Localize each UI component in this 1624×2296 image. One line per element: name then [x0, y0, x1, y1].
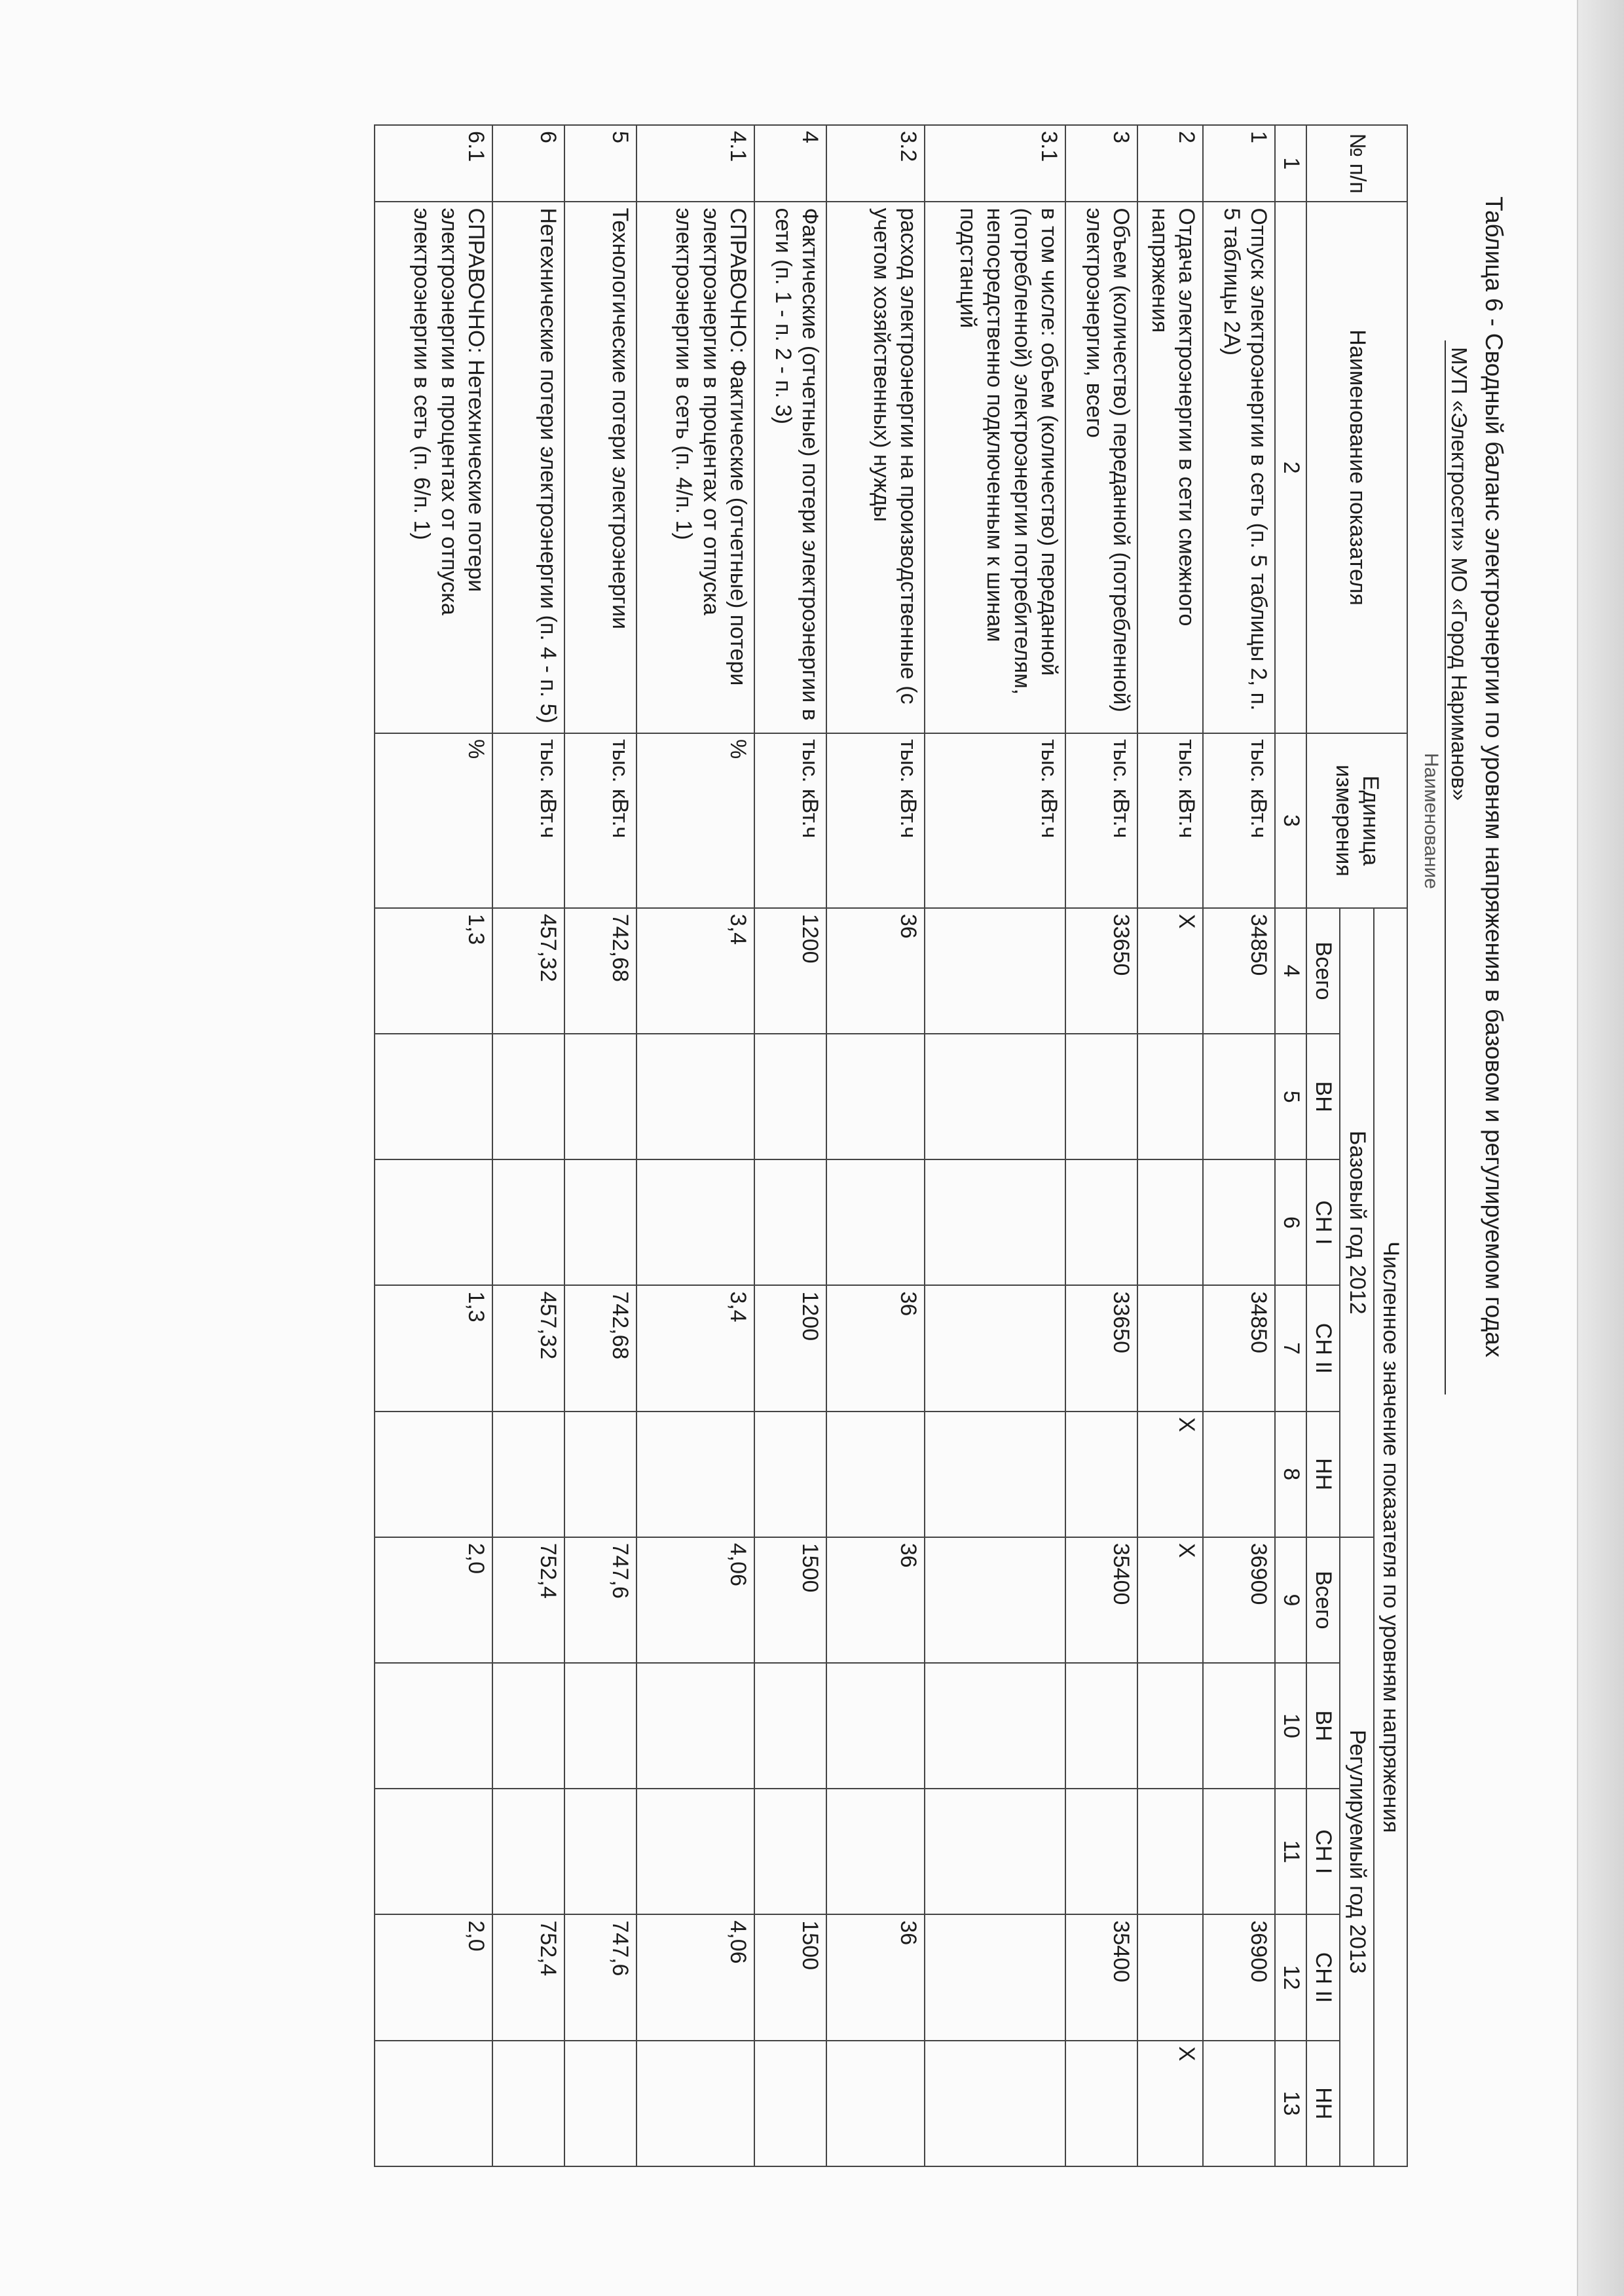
row-value: 2,0: [375, 1914, 492, 2040]
column-number: 8: [1275, 1412, 1306, 1537]
table-row: [564, 125, 637, 2166]
row-value: 36: [826, 1537, 925, 1663]
row-number: 5: [564, 125, 637, 202]
table-row: [1203, 125, 1275, 2166]
row-value: 1500: [754, 1914, 826, 2040]
row-value: [564, 1663, 637, 1789]
row-unit: %: [637, 733, 754, 908]
row-value: 742,68: [564, 1285, 637, 1411]
row-value: 33650: [1065, 908, 1137, 1034]
row-value: 36900: [1203, 1537, 1275, 1663]
row-value: [925, 1537, 1065, 1663]
column-number: 4: [1275, 908, 1306, 1034]
row-value: 747,6: [564, 1914, 637, 2040]
row-name: СПРАВОЧНО: Нетехнические потери электроэнергии в процентах от отпуска электроэнергии в сеть (п. 6/п. 1): [375, 202, 492, 733]
header-base-year: Базовый год 2012: [1340, 908, 1373, 1537]
row-value: [1065, 1412, 1137, 1537]
column-number: 12: [1275, 1914, 1306, 2040]
row-value: [1203, 1663, 1275, 1789]
row-value: 36: [826, 1914, 925, 2040]
row-value: [826, 1789, 925, 1914]
header-level: ВН: [1306, 1663, 1340, 1789]
column-number: 13: [1275, 2041, 1306, 2166]
row-unit: тыс. кВт.ч: [925, 733, 1065, 908]
row-value: [1065, 1034, 1137, 1159]
row-unit: тыс. кВт.ч: [492, 733, 564, 908]
row-value: [564, 1034, 637, 1159]
row-name: Фактические (отчетные) потери электроэнергии в сети (п. 1 - п. 2 - п. 3): [754, 202, 826, 733]
row-value: [637, 1159, 754, 1285]
row-value: 36: [826, 908, 925, 1034]
row-unit: тыс. кВт.ч: [826, 733, 925, 908]
row-value: [637, 1789, 754, 1914]
row-unit: тыс. кВт.ч: [1137, 733, 1203, 908]
row-value: 752,4: [492, 1914, 564, 2040]
row-number: 4: [754, 125, 826, 202]
row-name: Нетехнические потери электроэнергии (п. 4 - п. 5): [492, 202, 564, 733]
column-number: 9: [1275, 1537, 1306, 1663]
row-name: в том числе: объем (количество) переданной (потребленной) электроэнергии потребителям, непосредственно подключенным к шинам подстанций: [925, 202, 1065, 733]
row-value: [492, 1034, 564, 1159]
header-values: Численное значение показателя по уровням напряжения: [1374, 908, 1407, 2166]
row-value: [925, 908, 1065, 1034]
header-unit: Единица измерения: [1306, 733, 1407, 908]
column-number: 5: [1275, 1034, 1306, 1159]
row-value: 3,4: [637, 1285, 754, 1411]
organization-name: МУП «Электросети» МО «Город Нариманов»: [1445, 340, 1472, 1394]
header-reg-year: Регулируемый год 2013: [1340, 1537, 1373, 2166]
row-value: Х: [1137, 908, 1203, 1034]
row-unit: тыс. кВт.ч: [1203, 733, 1275, 908]
header-level: СН I: [1306, 1159, 1340, 1285]
row-name: расход электроэнергии на производственные (с учетом хозяйственных) нужды: [826, 202, 925, 733]
header-num: № п/п: [1306, 125, 1407, 202]
table-row: [375, 125, 492, 2166]
row-value: [925, 1285, 1065, 1411]
row-value: [564, 1412, 637, 1537]
row-value: [564, 2041, 637, 2166]
row-unit: %: [375, 733, 492, 908]
row-value: 35400: [1065, 1914, 1137, 2040]
row-value: [637, 1034, 754, 1159]
row-name: Отдача электроэнергии в сети смежного напряжения: [1137, 202, 1203, 733]
row-unit: тыс. кВт.ч: [564, 733, 637, 908]
table-row: [1065, 125, 1137, 2166]
row-value: 4,06: [637, 1537, 754, 1663]
row-value: [925, 1663, 1065, 1789]
row-value: 1200: [754, 1285, 826, 1411]
row-value: 1,3: [375, 908, 492, 1034]
column-number: 1: [1275, 125, 1306, 202]
row-value: [492, 1159, 564, 1285]
row-number: 3: [1065, 125, 1137, 202]
header-level: НН: [1306, 2041, 1340, 2166]
row-value: [375, 2041, 492, 2166]
row-name: СПРАВОЧНО: Фактические (отчетные) потери электроэнергии в процентах от отпуска электроэнергии в сеть (п. 4/п. 1): [637, 202, 754, 733]
row-value: 1200: [754, 908, 826, 1034]
balance-table: [374, 124, 1408, 2167]
header-level: СН II: [1306, 1285, 1340, 1411]
row-value: [925, 1914, 1065, 2040]
row-value: [1065, 1789, 1137, 1914]
row-value: [1137, 1285, 1203, 1411]
column-number: 11: [1275, 1789, 1306, 1914]
row-value: [1065, 2041, 1137, 2166]
row-value: [637, 1663, 754, 1789]
row-value: [492, 2041, 564, 2166]
row-value: [925, 1034, 1065, 1159]
row-value: [754, 1789, 826, 1914]
row-value: [1065, 1663, 1137, 1789]
row-value: 457,32: [492, 908, 564, 1034]
header-name: Наименование показателя: [1306, 202, 1407, 733]
row-number: 6.1: [375, 125, 492, 202]
row-value: 1,3: [375, 1285, 492, 1411]
table-row: [826, 125, 925, 2166]
header-level: СН I: [1306, 1789, 1340, 1914]
row-value: Х: [1137, 2041, 1203, 2166]
column-number: 2: [1275, 202, 1306, 733]
row-value: [492, 1412, 564, 1537]
header-level: СН II: [1306, 1914, 1340, 2040]
row-value: [375, 1034, 492, 1159]
row-value: [1137, 1663, 1203, 1789]
row-value: [754, 2041, 826, 2166]
row-value: [375, 1159, 492, 1285]
row-name: Технологические потери электроэнергии: [564, 202, 637, 733]
row-value: 34850: [1203, 1285, 1275, 1411]
row-value: 747,6: [564, 1537, 637, 1663]
row-value: [1137, 1789, 1203, 1914]
row-value: [826, 1034, 925, 1159]
row-value: [754, 1412, 826, 1537]
row-value: [564, 1789, 637, 1914]
row-value: 752,4: [492, 1537, 564, 1663]
row-value: [826, 1159, 925, 1285]
row-value: [925, 1159, 1065, 1285]
row-number: 2: [1137, 125, 1203, 202]
column-number: 6: [1275, 1159, 1306, 1285]
row-value: [1137, 1159, 1203, 1285]
row-value: [375, 1412, 492, 1537]
table-row: [637, 125, 754, 2166]
row-number: 3.2: [826, 125, 925, 202]
table-row: [754, 125, 826, 2166]
row-value: 35400: [1065, 1537, 1137, 1663]
row-value: [1137, 1914, 1203, 2040]
column-number: 7: [1275, 1285, 1306, 1411]
row-value: [925, 1412, 1065, 1537]
header-level: НН: [1306, 1412, 1340, 1537]
row-value: [1203, 1789, 1275, 1914]
row-value: 3,4: [637, 908, 754, 1034]
row-value: [637, 1412, 754, 1537]
row-value: [1065, 1159, 1137, 1285]
row-value: [564, 1159, 637, 1285]
row-value: 742,68: [564, 908, 637, 1034]
row-value: [375, 1663, 492, 1789]
table-row: [492, 125, 564, 2166]
row-name: Объем (количество) переданной (потребленной) электроэнергии, всего: [1065, 202, 1137, 733]
row-value: [1137, 1034, 1203, 1159]
row-value: 36: [826, 1285, 925, 1411]
row-value: [925, 1789, 1065, 1914]
row-value: [826, 2041, 925, 2166]
row-value: [375, 1789, 492, 1914]
table-row: [925, 125, 1065, 2166]
row-value: [754, 1663, 826, 1789]
row-value: 34850: [1203, 908, 1275, 1034]
row-value: [492, 1663, 564, 1789]
row-value: Х: [1137, 1537, 1203, 1663]
row-value: 4,06: [637, 1914, 754, 2040]
table-body: [375, 125, 1275, 2166]
header-level: Всего: [1306, 1537, 1340, 1663]
table-row: [1137, 125, 1203, 2166]
row-unit: тыс. кВт.ч: [754, 733, 826, 908]
row-value: [492, 1789, 564, 1914]
organization-caption: Наименование: [1420, 753, 1442, 889]
row-number: 3.1: [925, 125, 1065, 202]
row-value: [826, 1412, 925, 1537]
row-value: [1203, 1034, 1275, 1159]
header-level: ВН: [1306, 1034, 1340, 1159]
row-value: [1203, 1412, 1275, 1537]
row-value: [1203, 2041, 1275, 2166]
row-value: [754, 1034, 826, 1159]
row-value: Х: [1137, 1412, 1203, 1537]
row-value: 36900: [1203, 1914, 1275, 2040]
row-value: 1500: [754, 1537, 826, 1663]
row-number: 6: [492, 125, 564, 202]
page-title: Таблица 6 - Сводный баланс электроэнергии по уровням напряжения в базовом и регулируемом годах: [1481, 196, 1507, 1358]
row-value: 457,32: [492, 1285, 564, 1411]
row-number: 4.1: [637, 125, 754, 202]
row-value: [754, 1159, 826, 1285]
row-value: 2,0: [375, 1537, 492, 1663]
row-value: 33650: [1065, 1285, 1137, 1411]
row-value: [925, 2041, 1065, 2166]
column-number: 3: [1275, 733, 1306, 908]
row-name: Отпуск электроэнергии в сеть (п. 5 таблицы 2, п. 5 таблицы 2А): [1203, 202, 1275, 733]
header-level: Всего: [1306, 908, 1340, 1034]
row-value: [826, 1663, 925, 1789]
row-value: [637, 2041, 754, 2166]
row-value: [1203, 1159, 1275, 1285]
column-number: 10: [1275, 1663, 1306, 1789]
row-number: 1: [1203, 125, 1275, 202]
row-unit: тыс. кВт.ч: [1065, 733, 1137, 908]
